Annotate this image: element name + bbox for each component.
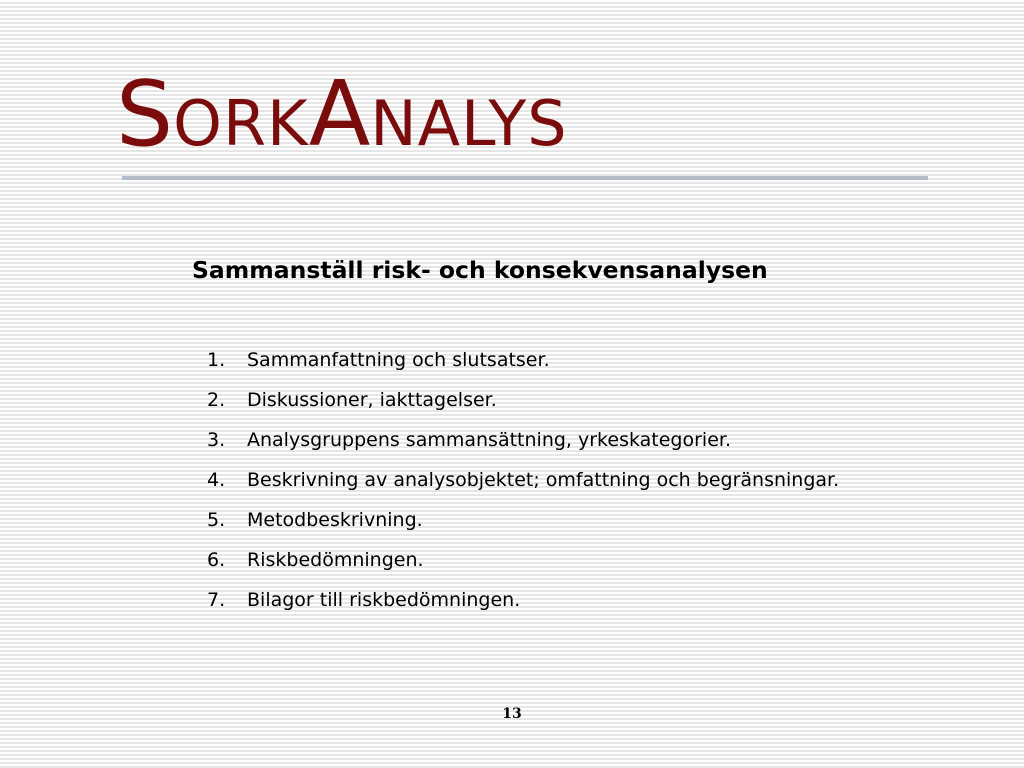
title-rest-nalys: NALYS bbox=[370, 87, 568, 160]
list-item-text: Analysgruppens sammansättning, yrkeskategorier. bbox=[247, 429, 731, 451]
list-item bbox=[207, 427, 847, 453]
title-initial-a: A bbox=[308, 62, 371, 167]
list-item bbox=[207, 347, 847, 373]
list-item-text: Metodbeskrivning. bbox=[247, 509, 423, 531]
slide-subtitle: Sammanställ risk- och konsekvensanalysen bbox=[192, 256, 768, 284]
title-underline bbox=[122, 176, 928, 180]
list-item-text: Riskbedömningen. bbox=[247, 549, 424, 571]
numbered-list bbox=[207, 347, 847, 627]
list-item bbox=[207, 547, 847, 573]
list-item bbox=[207, 587, 847, 613]
list-item bbox=[207, 387, 847, 413]
slide-title bbox=[116, 62, 568, 170]
list-item-text: Diskussioner, iakttagelser. bbox=[247, 389, 497, 411]
list-item-number: 2. bbox=[207, 389, 226, 411]
list-item bbox=[207, 507, 847, 533]
list-item-number: 6. bbox=[207, 549, 226, 571]
list-item-text: Sammanfattning och slutsatser. bbox=[247, 349, 550, 371]
list-item-text: Bilagor till riskbedömningen. bbox=[247, 589, 521, 611]
list-item-text: Beskrivning av analysobjektet; omfattning och begränsningar. bbox=[247, 469, 840, 491]
page-number: 13 bbox=[502, 706, 522, 722]
title-initial-s: S bbox=[116, 62, 174, 167]
list-item-number: 3. bbox=[207, 429, 226, 451]
list-item bbox=[207, 467, 847, 493]
list-item-number: 5. bbox=[207, 509, 226, 531]
list-item-number: 4. bbox=[207, 469, 226, 491]
list-item-number: 1. bbox=[207, 349, 226, 371]
title-rest-ork: ORK bbox=[173, 87, 309, 160]
list-item-number: 7. bbox=[207, 589, 226, 611]
